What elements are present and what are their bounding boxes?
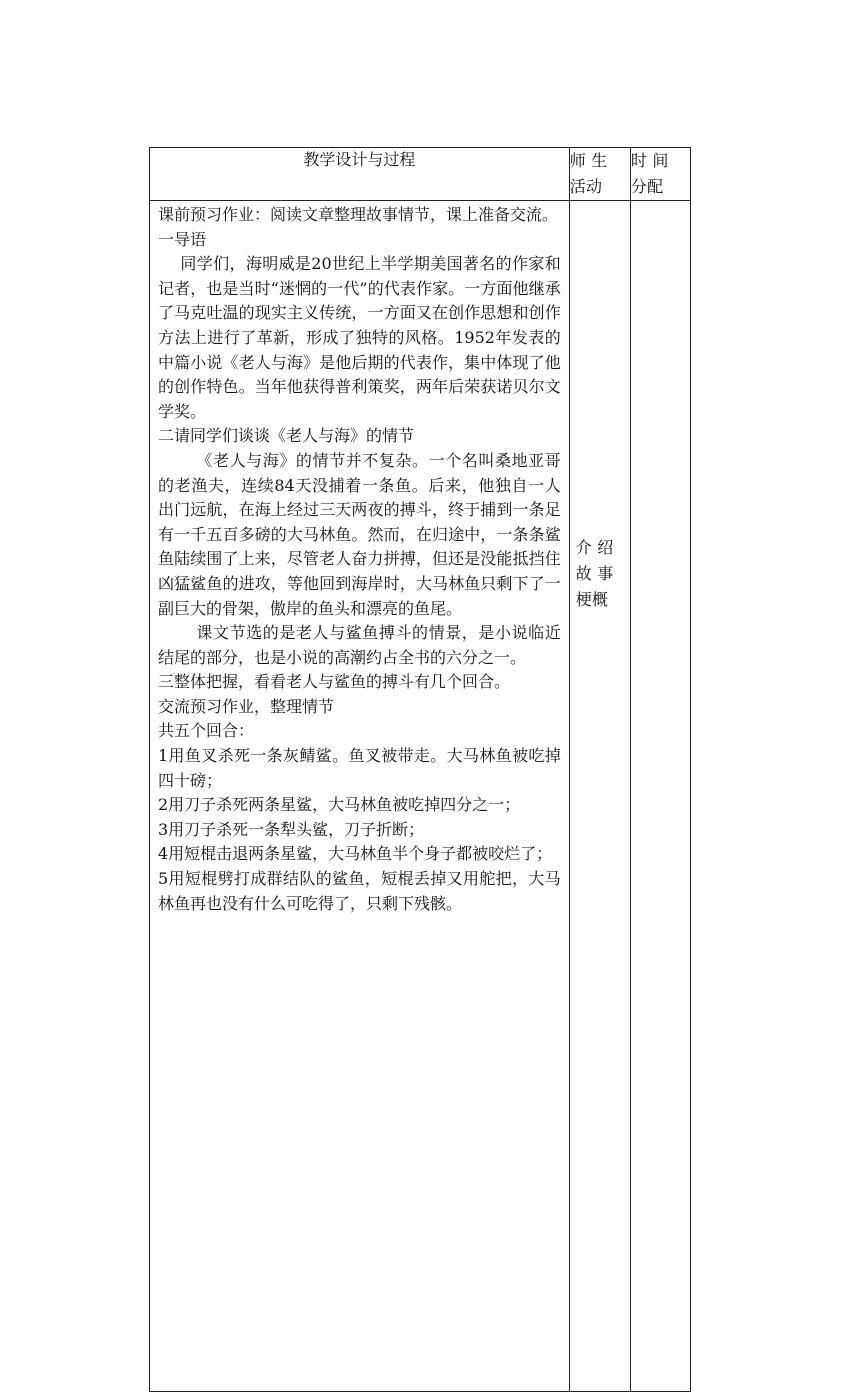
document-page bbox=[149, 147, 691, 1392]
time-cell bbox=[630, 201, 690, 1392]
intro-paragraph: 同学们，海明威是20世纪上半学期美国著名的作家和记者，也是当时“迷惘的一代”的代表作家。一方面他继承了马克吐温的现实主义传统，一方面又在创作思想和创作方法上进行了革新，形成了独特的风格。1952年发表的中篇小说《老人与海》是他后期的代表作，集中体现了他的创作特色。当年他获得普利策奖，两年后荣获诺贝尔文学奖。 bbox=[158, 254, 561, 421]
header-time bbox=[630, 148, 690, 201]
table-header-row bbox=[150, 148, 691, 201]
preview-homework: 课前预习作业：阅读文章整理故事情节，课上准备交流。 bbox=[158, 205, 559, 224]
excerpt-paragraph: 课文节选的是老人与鲨鱼搏斗的情景，是小说临近结尾的部分，也是小说的高潮约占全书的六分之一。 bbox=[158, 623, 561, 667]
section-intro-heading: 一导语 bbox=[158, 229, 207, 249]
activity-cell bbox=[569, 201, 630, 1392]
header-activity-text: 师 生 活动 bbox=[569, 151, 608, 196]
activity-text: 介 绍 故 事 梗概 bbox=[575, 538, 614, 609]
round-item: 2用刀子杀死两条星鲨，大马林鱼被吃掉四分之一； bbox=[158, 795, 521, 815]
exchange-line: 交流预习作业，整理情节 bbox=[158, 696, 335, 716]
round-item: 1用鱼叉杀死一条灰鲭鲨。鱼叉被带走。大马林鱼被吃掉四十磅； bbox=[158, 746, 561, 790]
process-cell bbox=[150, 201, 570, 1392]
lesson-plan-table bbox=[149, 147, 691, 1392]
section-plot-heading: 二请同学们谈谈《老人与海》的情节 bbox=[158, 426, 415, 446]
round-item: 3用刀子杀死一条犁头鲨，刀子折断； bbox=[158, 819, 425, 839]
rounds-intro: 共五个回合： bbox=[158, 721, 255, 741]
header-activity bbox=[569, 148, 630, 201]
round-item: 5用短棍劈打成群结队的鲨鱼，短棍丢掉又用舵把，大马林鱼再也没有什么可吃得了，只剩下残骸。 bbox=[158, 869, 561, 913]
table-body-row bbox=[150, 201, 691, 1392]
round-item: 4用短棍击退两条星鲨，大马林鱼半个身子都被咬烂了； bbox=[158, 844, 553, 864]
section-overview-heading: 三整体把握，看看老人与鲨鱼的搏斗有几个回合。 bbox=[158, 672, 511, 692]
header-time-text: 时 间 分配 bbox=[630, 151, 669, 196]
header-design-process: 教学设计与过程 bbox=[150, 148, 570, 201]
plot-paragraph: 《老人与海》的情节并不复杂。一个名叫桑地亚哥的老渔夫，连续84天没捕着一条鱼。后来，他独自一人出门远航，在海上经过三天两夜的搏斗，终于捕到一条足有一千五百多磅的大马林鱼。然而，在归途中，一条条鲨鱼陆续围了上来，尽管老人奋力拼搏，但还是没能抵挡住凶猛鲨鱼的进攻，等他回到海岸时，大马林鱼只剩下了一副巨大的骨架，傲岸的鱼头和漂亮的鱼尾。 bbox=[158, 450, 561, 618]
